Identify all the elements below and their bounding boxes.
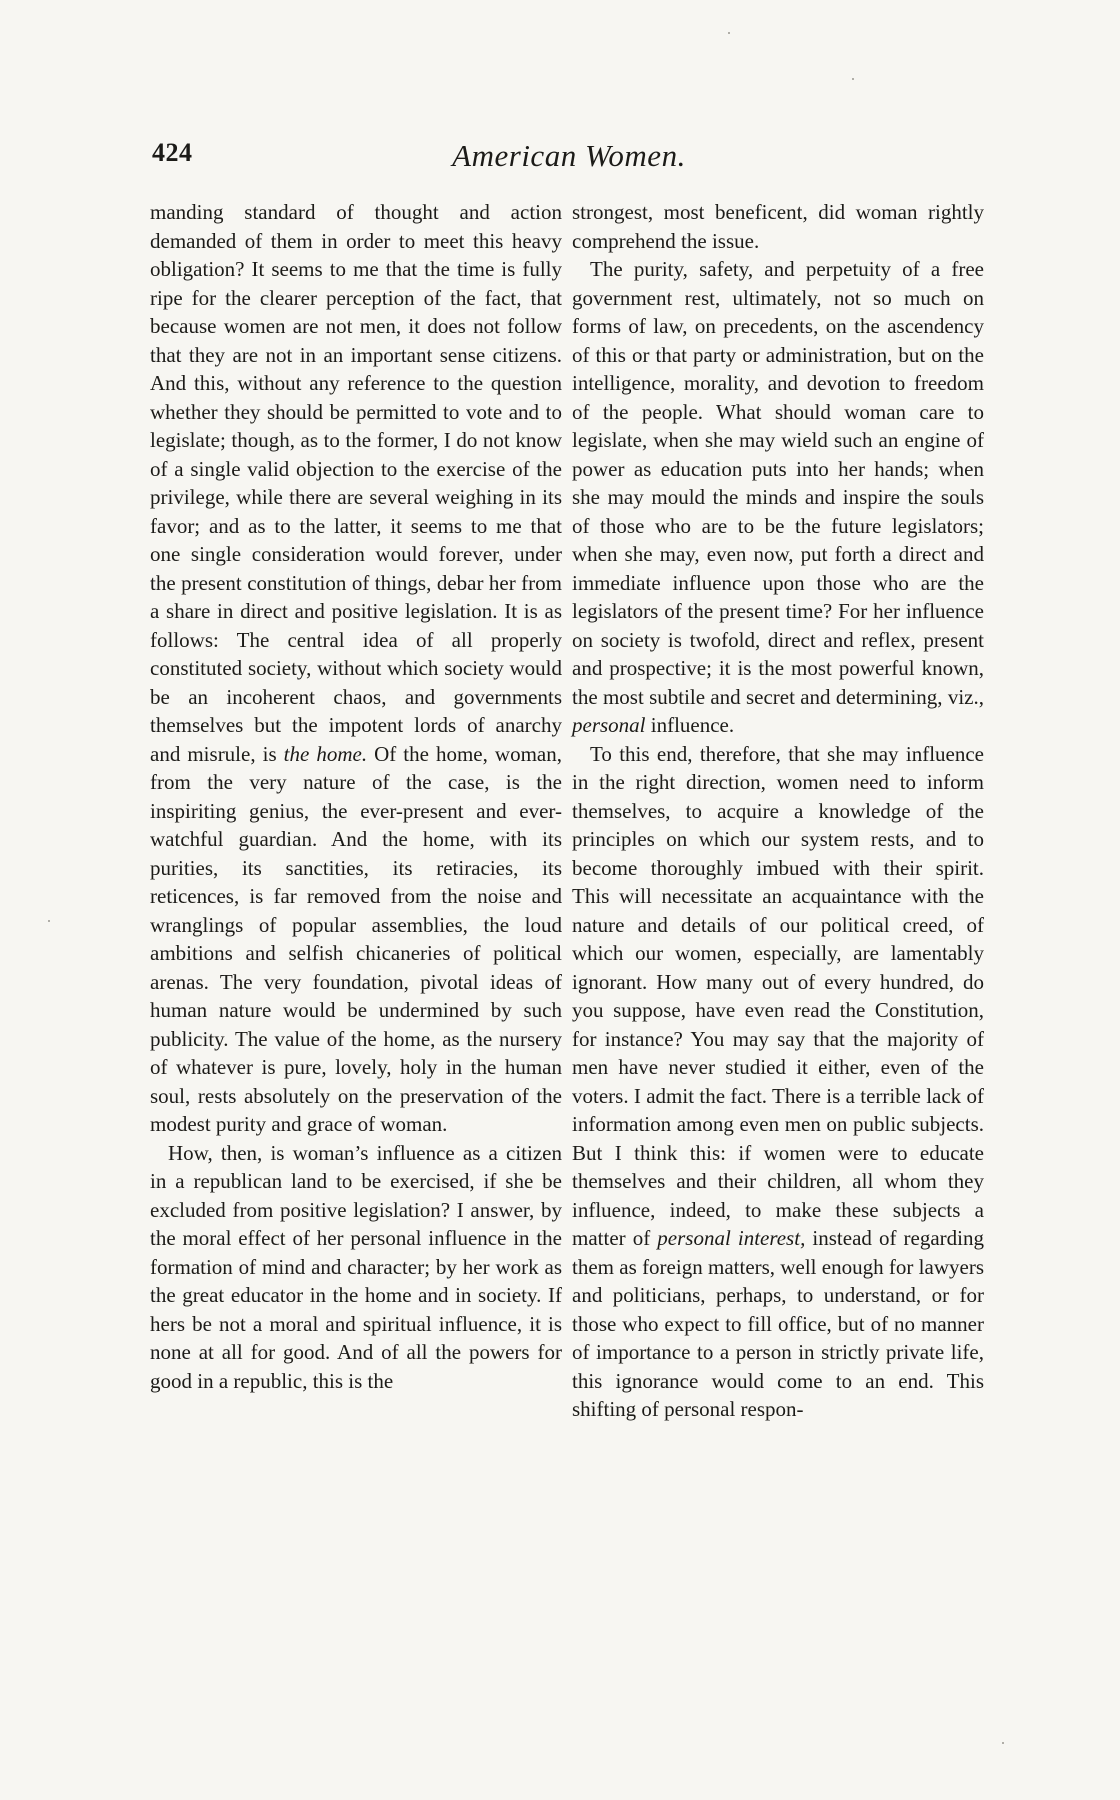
running-title: American Women. — [452, 138, 686, 173]
page-header — [152, 138, 986, 178]
page-number: 424 — [152, 138, 193, 167]
right-column — [572, 198, 984, 1424]
paragraph: strongest, most beneficent, did woman rightly comprehend the issue. — [572, 200, 984, 253]
paragraph: The purity, safety, and perpetuity of a free government rest, ultimately, not so much on forms of law, on precedents, on the ascendency of this or that party or administration, but on the intelligence, morality, and devotion to freedom of the people. What should woman care to legislate, when she may wield such an engine of power as education puts into her hands; when she may mould the minds and inspire the souls of those who are to be the future legislators; when she may, even now, put forth a direct and immediate influence upon those who are the legislators of the present time? For her influence on society is twofold, direct and reflex, present and prospective; it is the most powerful known, the most subtile and secret and determining, viz., personal influence. — [572, 257, 984, 737]
emphasis: personal — [572, 713, 646, 737]
scan-speck — [728, 32, 730, 34]
scan-speck — [1002, 1742, 1004, 1744]
paragraph: How, then, is woman’s influence as a citizen in a republican land to be exercised, if she be excluded from positive legislation? I answer, by the moral effect of her personal influence in the formation of mind and character; by her work as the great educator in the home and in society. If hers be not a moral and spiritual influence, it is none at all for good. And of all the powers for good in a republic, this is the — [150, 1140, 562, 1393]
emphasis: personal interest, — [657, 1226, 806, 1250]
emphasis: the home. — [283, 741, 368, 766]
scan-speck — [48, 920, 50, 922]
paragraph: To this end, therefore, that she may influence in the right direction, women need to inform themselves, to acquire a knowledge of the principles on which our system rests, and to become thoroughly imbued with their spirit. This will necessitate an acquaintance with the nature and details of our political creed, of which our women, especially, are lamentably ignorant. How many out of every hundred, do you suppose, have even read the Constitution, for instance? You may say that the majority of men have never studied it either, even of the voters. I admit the fact. There is a terrible lack of information among even men on public subjects. But I think this: if women were to educate themselves and their children, all whom they influence, indeed, to make these subjects a matter of personal interest, instead of regarding them as foreign matters, well enough for lawyers and politicians, perhaps, to understand, or for those who expect to fill office, but of no manner of importance to a person in strictly private life, this ignorance would come to an end. This shifting of personal respon- — [572, 741, 984, 1421]
scan-speck — [852, 78, 854, 80]
left-column — [150, 198, 562, 1395]
paragraph: manding standard of thought and action demanded of them in order to meet this heavy obligation? It seems to me that the time is fully ripe for the clearer perception of the fact, that because women are not men, it does not follow that they are not in an important sense citizens. And this, without any reference to the question whether they should be permitted to vote and to legislate; though, as to the former, I do not know of a single valid objection to the exercise of the privilege, while there are several weighing in its favor; and as to the latter, it seems to me that one single consideration would forever, under the present constitution of things, debar her from a share in direct and positive legislation. It is as follows: The central idea of all properly constituted society, without which society would be an incoherent chaos, and governments themselves but the impotent lords of anarchy and misrule, is the home. Of the home, woman, from the very nature of the case, is the inspiriting genius, the ever-present and ever-watchful guardian. And the home, with its purities, its sanctities, its retiracies, its reticences, is far removed from the noise and wranglings of popular assemblies, the loud ambitions and selfish chicaneries of political arenas. The very foundation, pivotal ideas of human nature would be undermined by such publicity. The value of the home, as the nursery of whatever is pure, lovely, holy in the human soul, rests absolutely on the preservation of the modest purity and grace of woman. — [150, 200, 562, 1136]
